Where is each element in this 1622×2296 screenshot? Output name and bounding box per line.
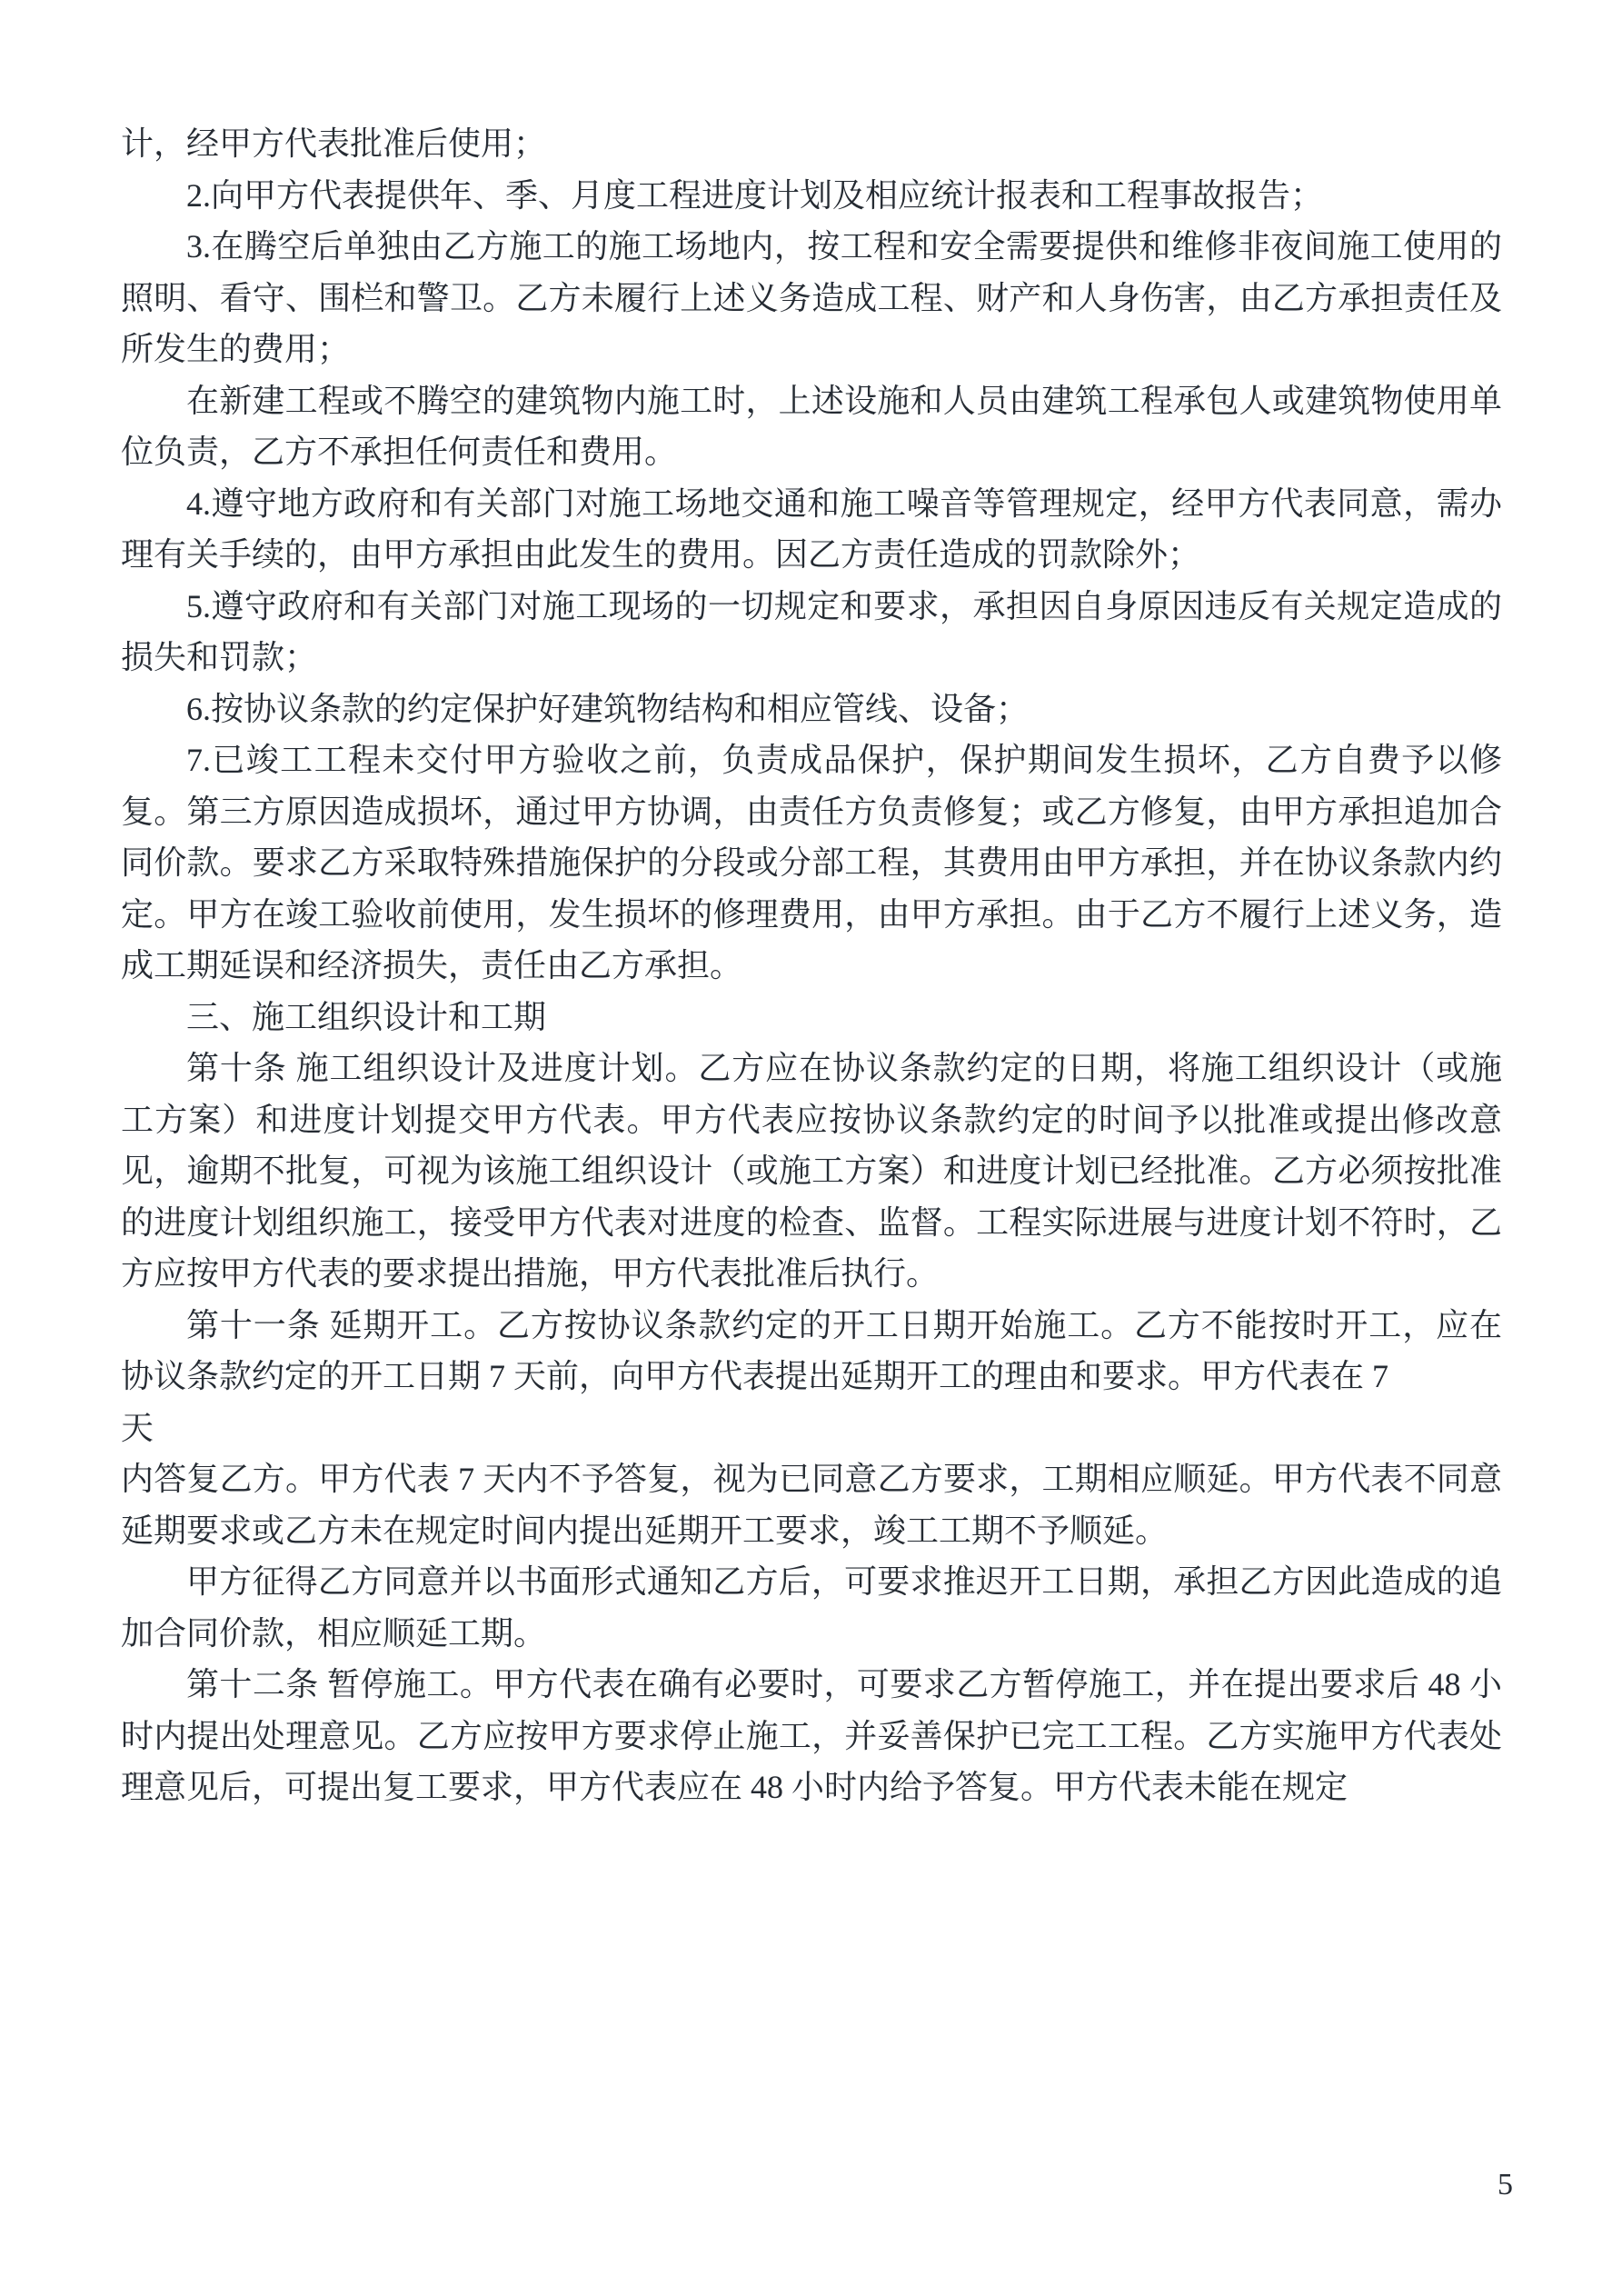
document-body: [121, 118, 1502, 1813]
paragraph: 第十条 施工组织设计及进度计划。乙方应在协议条款约定的日期，将施工组织设计（或施工方案）和进度计划提交甲方代表。甲方代表应按协议条款约定的时间予以批准或提出修改意见，逾期不批复，可视为该施工组织设计（或施工方案）和进度计划已经批准。乙方必须按批准的进度计划组织施工，接受甲方代表对进度的检查、监督。工程实际进展与进度计划不符时，乙方应按甲方代表的要求提出措施，甲方代表批准后执行。: [121, 1050, 1502, 1292]
paragraph: 4.遵守地方政府和有关部门对施工场地交通和施工噪音等管理规定，经甲方代表同意，需办理有关手续的，由甲方承担由此发生的费用。因乙方责任造成的罚款除外；: [121, 484, 1502, 573]
paragraph: 2.向甲方代表提供年、季、月度工程进度计划及相应统计报表和工程事故报告；: [186, 176, 1324, 214]
paragraph: 内答复乙方。甲方代表 7 天内不予答复，视为已同意乙方要求，工期相应顺延。甲方代表不同意延期要求或乙方未在规定时间内提出延期开工要求，竣工工期不予顺延。: [121, 1461, 1502, 1549]
paragraph: 3.在腾空后单独由乙方施工的施工场地内，按工程和安全需要提供和维修非夜间施工使用的照明、看守、围栏和警卫。乙方未履行上述义务造成工程、财产和人身伤害，由乙方承担责任及所发生的费用；: [121, 228, 1502, 367]
paragraph: 第十二条 暂停施工。甲方代表在确有必要时，可要求乙方暂停施工，并在提出要求后 48 小时内提出处理意见。乙方应按甲方要求停止施工，并妥善保护已完工工程。乙方实施甲方代表处理意见后，可提出复工要求，甲方代表应在 48 小时内给予答复。甲方代表未能在规定: [121, 1666, 1502, 1805]
page-number: 5: [1498, 2168, 1513, 2201]
paragraph: 7.已竣工工程未交付甲方验收之前，负责成品保护，保护期间发生损坏，乙方自费予以修复。第三方原因造成损坏，通过甲方协调，由责任方负责修复；或乙方修复，由甲方承担追加合同价款。要求乙方采取特殊措施保护的分段或分部工程，其费用由甲方承担，并在协议条款内约定。甲方在竣工验收前使用，发生损坏的修理费用，由甲方承担。由于乙方不履行上述义务，造成工期延误和经济损失，责任由乙方承担。: [121, 742, 1502, 983]
paragraph: 天: [121, 1409, 154, 1446]
paragraph: 第十一条 延期开工。乙方按协议条款约定的开工日期开始施工。乙方不能按时开工，应在协议条款约定的开工日期 7 天前，向甲方代表提出延期开工的理由和要求。甲方代表在 7: [121, 1306, 1502, 1394]
paragraph: 5.遵守政府和有关部门对施工现场的一切规定和要求，承担因自身原因违反有关规定造成的损失和罚款；: [121, 587, 1502, 675]
paragraph: 计，经甲方代表批准后使用；: [121, 125, 547, 162]
paragraph: 6.按协议条款的约定保护好建筑物结构和相应管线、设备；: [186, 690, 1030, 727]
section-heading: 三、施工组织设计和工期: [186, 998, 547, 1035]
paragraph: 在新建工程或不腾空的建筑物内施工时，上述设施和人员由建筑工程承包人或建筑物使用单位负责，乙方不承担任何责任和费用。: [121, 382, 1502, 470]
paragraph: 甲方征得乙方同意并以书面形式通知乙方后，可要求推迟开工日期，承担乙方因此造成的追加合同价款，相应顺延工期。: [121, 1563, 1502, 1652]
